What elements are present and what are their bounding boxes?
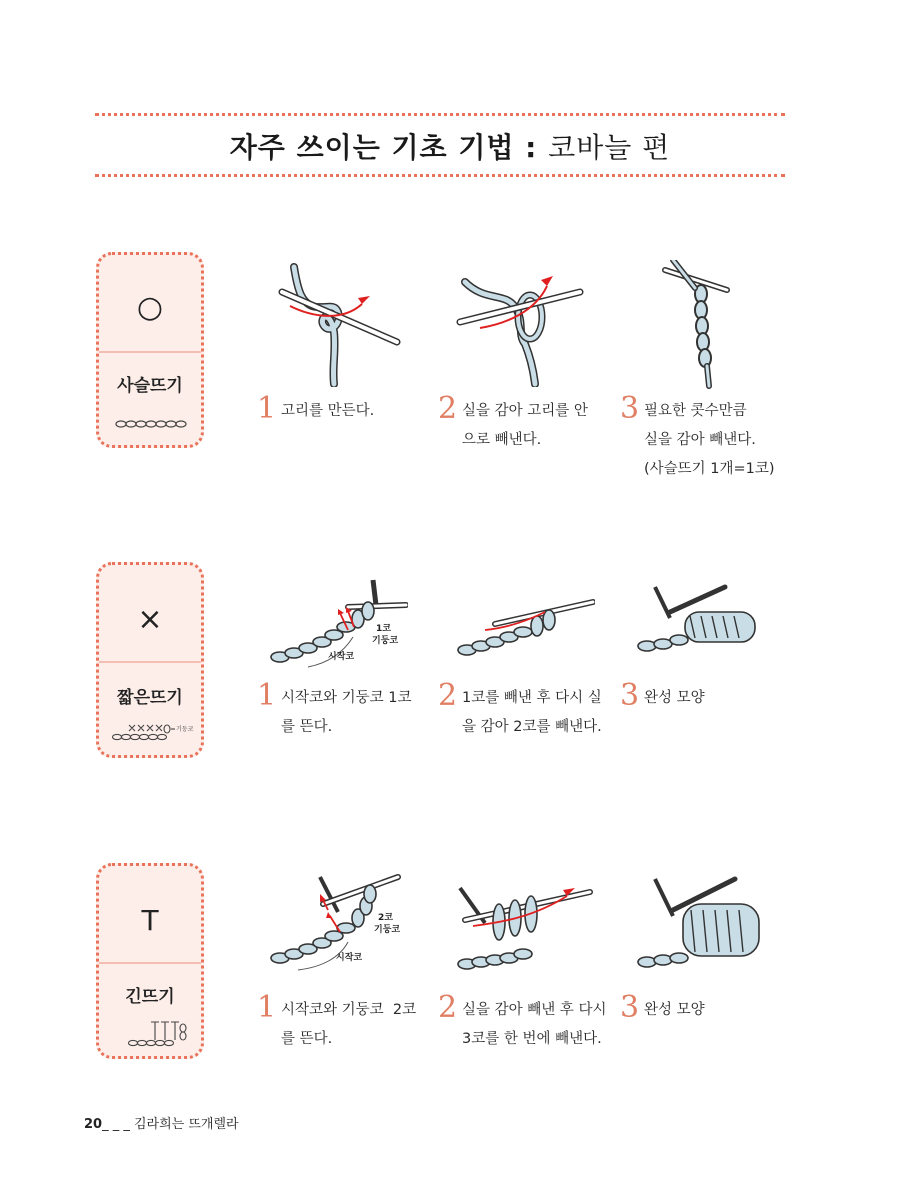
card-divider: [99, 962, 201, 964]
hdc-chart: [99, 1016, 201, 1050]
card-divider: [99, 351, 201, 353]
card-divider: [99, 661, 201, 663]
title-separator: :: [514, 131, 549, 164]
chain-step2-illustration: [455, 262, 585, 387]
step-number: 3: [620, 990, 640, 1025]
step-number: 2: [438, 678, 458, 713]
turning-chain-label: 기둥코: [374, 925, 401, 935]
hdc-step3-illustration: [635, 874, 770, 974]
bottom-dotted-rule: [95, 174, 785, 177]
chain-step3-illustration: [655, 260, 735, 390]
footer-separator: _ _ _: [102, 1117, 130, 1132]
step-number: 2: [438, 391, 458, 426]
title-main: 자주 쓰이는 기초 기법: [229, 131, 515, 164]
single-crochet-symbol: ×: [137, 602, 163, 637]
book-title: 김라희는 뜨개렐라: [134, 1117, 239, 1132]
step-text: 시작코와 기둥코 1코 를 뜬다.: [281, 690, 412, 735]
page-title: [0, 126, 900, 166]
single-crochet-name: 짧은뜨기: [117, 688, 183, 708]
start-chain-label: 시작코: [336, 953, 363, 963]
hdc-name: 긴뜨기: [125, 987, 175, 1007]
step-number: 1: [257, 678, 277, 713]
top-dotted-rule: [95, 113, 785, 116]
step-text: 고리를 만든다.: [281, 403, 375, 419]
step-text: 실을 감아 고리를 안 으로 빼낸다.: [462, 403, 588, 448]
step-text: 필요한 콧수만큼 실을 감아 빼낸다. (사슬뜨기 1개=1코): [644, 403, 775, 477]
chain-stitch-chart: [99, 411, 201, 437]
chain-stitch-card: [96, 252, 204, 448]
step-number: 1: [257, 391, 277, 426]
step-text: 완성 모양: [644, 1002, 705, 1018]
chain-symbol: ○: [136, 290, 164, 325]
step-number: 3: [620, 391, 640, 426]
hdc-symbol: T: [141, 904, 159, 937]
step-number: 2: [438, 990, 458, 1025]
stitch-count-label: 1코: [376, 624, 391, 634]
sc-step3-illustration: [635, 582, 770, 662]
step-text: 완성 모양: [644, 690, 705, 706]
chain-step1-illustration: [272, 262, 402, 387]
step-text: 실을 감아 빼낸 후 다시 3코를 한 번에 빼낸다.: [462, 1002, 607, 1047]
chain-stitch-name: 사슬뜨기: [117, 376, 183, 396]
start-chain-label: 시작코: [328, 652, 355, 662]
page-number: 20: [84, 1117, 103, 1132]
title-sub: 코바늘 편: [548, 131, 671, 164]
hdc-step1-illustration: [268, 872, 408, 972]
stitch-count-label: 2코: [378, 913, 393, 923]
page-footer: [84, 1113, 239, 1132]
sc-step1-illustration: [268, 575, 408, 670]
step-number: 3: [620, 678, 640, 713]
step-text: 시작코와 기둥코 2코 를 뜬다.: [281, 1002, 417, 1047]
single-crochet-chart: [99, 719, 201, 747]
turning-chain-label: 기둥코: [372, 636, 399, 646]
hdc-card: [96, 863, 204, 1059]
sc-step2-illustration: [455, 582, 595, 662]
single-crochet-card: [96, 562, 204, 758]
step-text: 1코를 빼낸 후 다시 실 을 감아 2코를 빼낸다.: [462, 690, 602, 735]
hdc-step2-illustration: [455, 878, 595, 973]
chart-label: 기둥코: [176, 726, 194, 733]
step-number: 1: [257, 990, 277, 1025]
